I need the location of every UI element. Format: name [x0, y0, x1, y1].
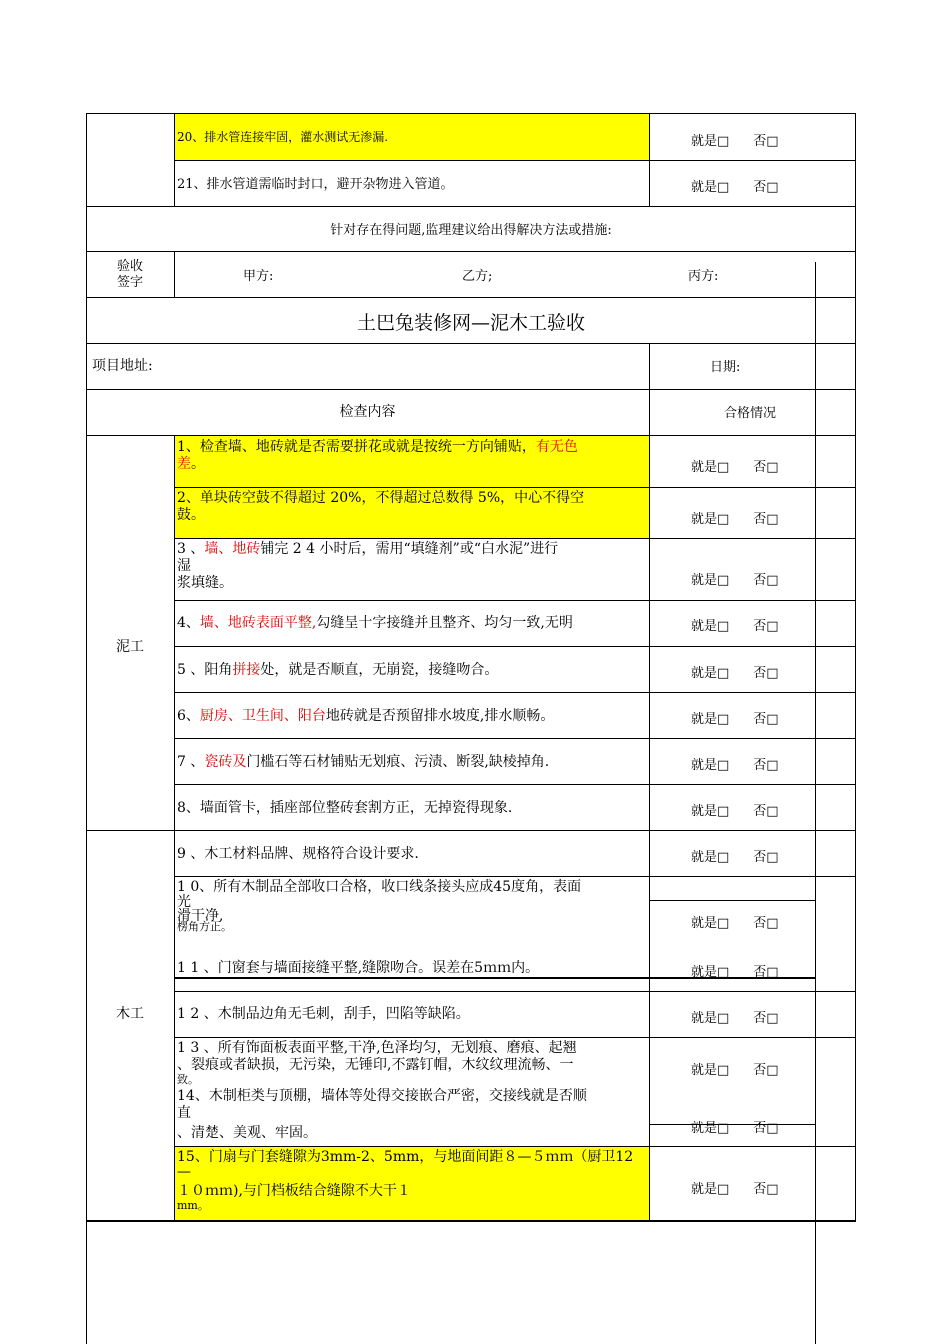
- table-line: [86, 435, 856, 436]
- table-line: [175, 692, 856, 693]
- table-line: [86, 343, 856, 344]
- pass-status-14[interactable]: 就是□ 否□: [691, 1121, 779, 1136]
- check-content-header: 检查内容: [339, 404, 396, 420]
- check-item-2: 2、单块砖空鼓不得超过 20%，不得超过总数得 5%，中心不得空 鼓。: [177, 490, 585, 523]
- table-line: [815, 262, 816, 1344]
- pass-status-21[interactable]: 就是□ 否□: [691, 180, 779, 195]
- table-line: [86, 830, 856, 831]
- pass-status-2[interactable]: 就是□ 否□: [691, 512, 779, 527]
- pass-status-header: 合格情况: [724, 406, 777, 421]
- table-line: [649, 113, 650, 206]
- pass-status-13[interactable]: 就是□ 否□: [691, 1063, 779, 1078]
- pass-status-9[interactable]: 就是□ 否□: [691, 850, 779, 865]
- supervision-note: 针对存在得问题,监理建议给出得解决方法或措施:: [330, 223, 612, 238]
- table-line: [175, 738, 856, 739]
- check-item-14: 14、木制柜类与顶棚，墙体等处得交接嵌合严密，交接线就是否顺 直 、清楚、美观、牢固。: [177, 1088, 587, 1141]
- pass-status-7[interactable]: 就是□ 否□: [691, 758, 779, 773]
- table-line: [175, 487, 856, 488]
- check-item-12: 1 2 、木制品边角无毛刺，刮手，凹陷等缺陷。: [177, 1006, 470, 1022]
- page-title: 土巴兔装修网—泥木工验收: [356, 312, 585, 334]
- table-line: [175, 160, 856, 161]
- party-a-label: 甲方:: [243, 269, 274, 284]
- pass-status-10[interactable]: 就是□ 否□: [691, 916, 779, 931]
- check-item-11: 1 1 、门窗套与墙面接缝平整,缝隙吻合。误差在5ｍｍ内。: [177, 960, 540, 976]
- check-item-6: 6、厨房、卫生间、阳台地砖就是否预留排水坡度,排水顺畅。: [177, 708, 555, 724]
- table-line: [86, 206, 856, 207]
- check-item-9: 9 、木工材料品牌、规格符合设计要求.: [177, 846, 419, 862]
- table-line: [86, 297, 856, 298]
- pass-status-6[interactable]: 就是□ 否□: [691, 712, 779, 727]
- pass-status-11[interactable]: 就是□ 否□: [691, 965, 779, 980]
- table-line: [174, 435, 175, 1221]
- pass-status-5[interactable]: 就是□ 否□: [691, 666, 779, 681]
- table-line: [175, 784, 856, 785]
- table-line: [175, 600, 856, 601]
- check-item-15: 15、门扇与门套缝隙为3mm-2、5mm，与地面间距８—５ｍｍ（厨卫12 — １０ｍｍ),与门档板结合缝隙不大干１ mm。: [177, 1149, 634, 1212]
- pass-status-20[interactable]: 就是□ 否□: [691, 134, 779, 149]
- signature-label: 验收 签字: [116, 259, 143, 290]
- check-item-5: 5 、阳角拼接处，就是否顺直，无崩瓷，接缝吻合。: [177, 662, 499, 678]
- category-masonry: 泥工: [116, 639, 144, 655]
- party-c-label: 丙方:: [688, 269, 719, 284]
- pass-status-8[interactable]: 就是□ 否□: [691, 804, 779, 819]
- table-line: [175, 991, 856, 992]
- table-line: [649, 343, 650, 1221]
- table-line: [175, 1037, 856, 1038]
- check-item-3: 3 、墙、地砖铺完 2 4 小时后，需用“填缝剂”或“白水泥”进行 湿 浆填缝。: [177, 541, 559, 591]
- check-item-10: 1 0、所有木制品全部收口合格，收口线条接头应成45度角，表面 光 滑干净, 楞角方正。: [177, 879, 582, 933]
- check-item-1: 1、检查墙、地砖就是否需要拼花或就是按统一方向铺贴，有无色 差。: [177, 439, 578, 472]
- check-item-7: 7 、瓷砖及门槛石等石材铺贴无划痕、污渍、断裂,缺棱掉角.: [177, 754, 550, 770]
- pass-status-1[interactable]: 就是□ 否□: [691, 460, 779, 475]
- pass-status-12[interactable]: 就是□ 否□: [691, 1011, 779, 1026]
- table-line: [86, 389, 856, 390]
- check-item-13: 1 3 、所有饰面板表面平整,干净,色泽均匀，无划痕、磨痕、起翘 、裂痕或者缺损，无污染，无锤印,不露钉帽，木纹纹理流畅、一 致。: [177, 1040, 577, 1086]
- table-line: [175, 1146, 856, 1147]
- table-line: [175, 538, 856, 539]
- table-line: [649, 900, 816, 901]
- pass-status-3[interactable]: 就是□ 否□: [691, 573, 779, 588]
- check-item-20: 20、排水管连接牢固，灌水测试无渗漏.: [177, 130, 389, 144]
- check-item-21: 21、排水管道需临时封口，避开杂物进入管道。: [177, 177, 454, 192]
- table-line: [174, 251, 175, 297]
- check-item-4: 4、墙、地砖表面平整,勾缝呈十字接缝并且整齐、均匀一致,无明: [177, 615, 573, 631]
- table-line: [175, 876, 856, 877]
- check-item-8: 8、墙面管卡，插座部位整砖套割方正，无掉瓷得现象.: [177, 800, 513, 816]
- category-carpentry: 木工: [116, 1006, 144, 1022]
- table-line: [86, 1220, 856, 1222]
- table-line: [86, 251, 856, 252]
- table-line: [174, 113, 175, 206]
- table-line: [175, 646, 856, 647]
- project-address-label: 项目地址:: [92, 358, 153, 374]
- party-b-label: 乙方;: [462, 269, 493, 284]
- table-line: [855, 113, 856, 1222]
- pass-status-4[interactable]: 就是□ 否□: [691, 619, 779, 634]
- table-line: [86, 113, 87, 1344]
- pass-status-15[interactable]: 就是□ 否□: [691, 1182, 779, 1197]
- table-line: [86, 113, 856, 114]
- date-label: 日期:: [710, 360, 741, 375]
